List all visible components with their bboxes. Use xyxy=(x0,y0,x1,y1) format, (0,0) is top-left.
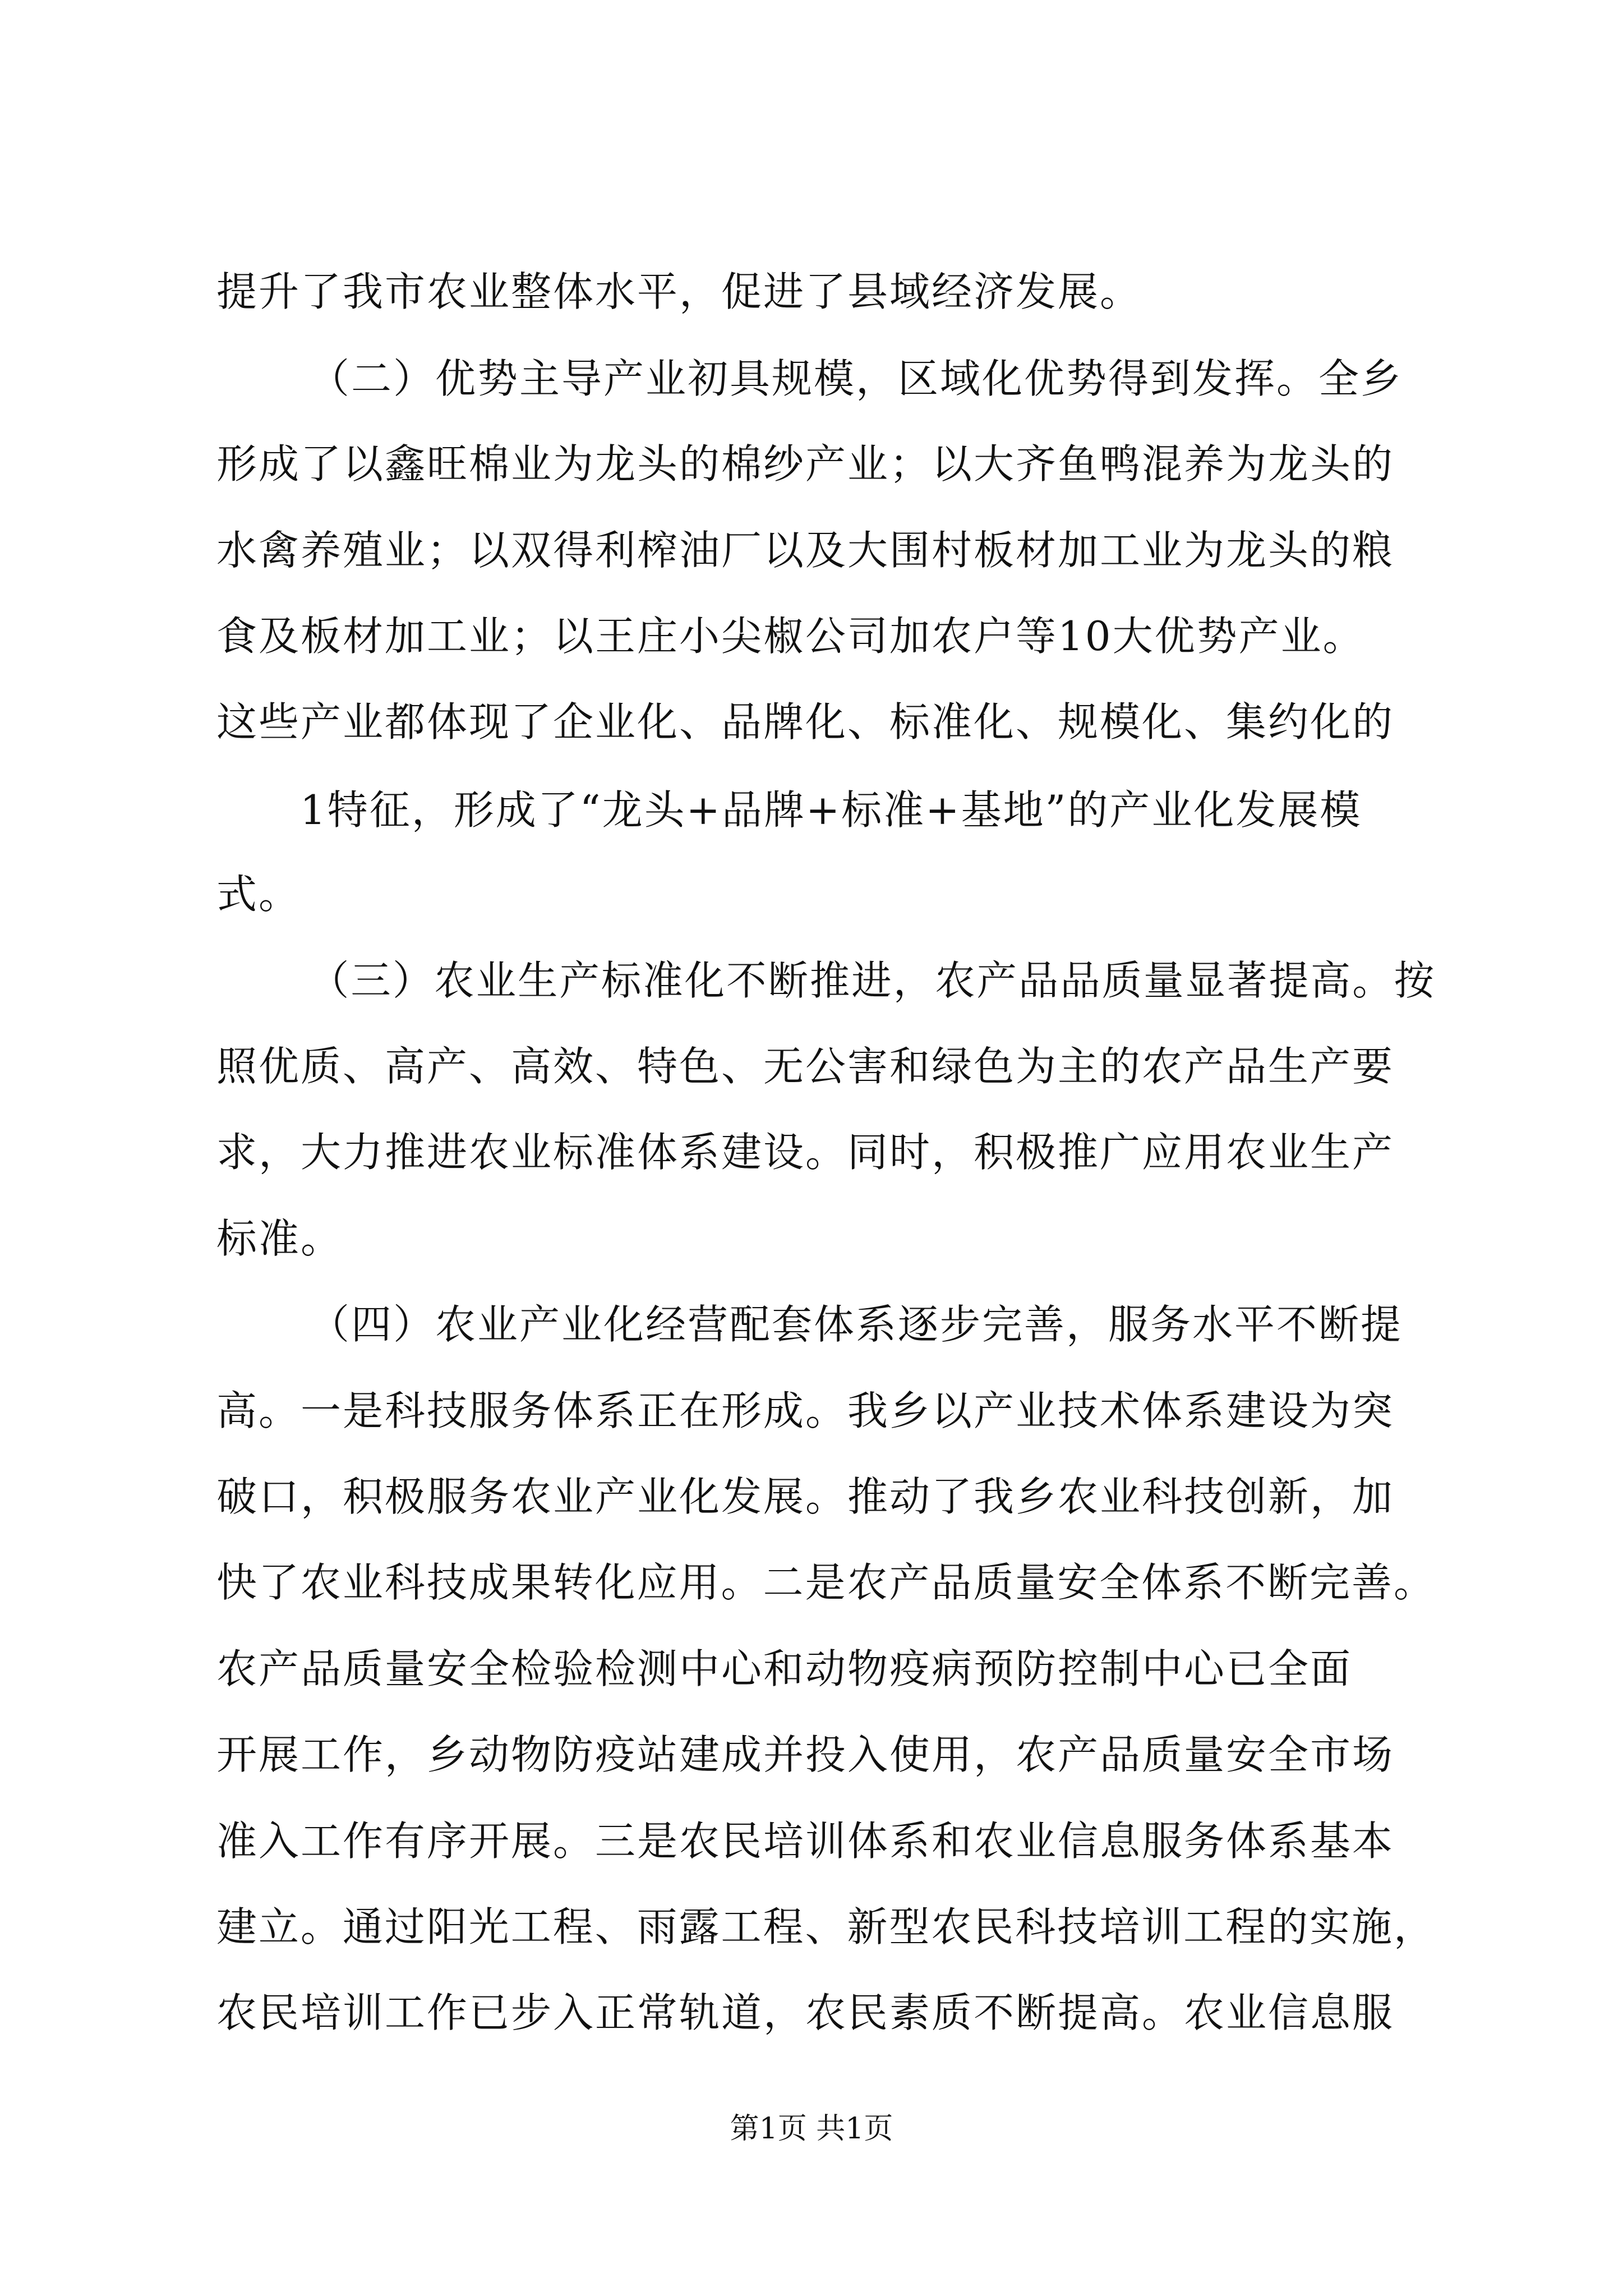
text-line: 1特征，形成了“龙头+品牌+标准+基地”的产业化发展模 xyxy=(300,786,1362,834)
text-line: 开展工作，乡动物防疫站建成并投入使用，农产品质量安全市场 xyxy=(216,1731,1395,1778)
text-line: 标准。 xyxy=(216,1215,343,1262)
paragraph-heading-line: （二）优势主导产业初具规模，区域化优势得到发挥。全乡 xyxy=(309,355,1403,402)
page-footer: 第1页 共1页 xyxy=(730,2112,893,2146)
text-line: 农产品质量安全检验检测中心和动物疫病预防控制中心已全面 xyxy=(216,1645,1353,1692)
text-line: 高。一是科技服务体系正在形成。我乡以产业技术体系建设为突 xyxy=(216,1387,1395,1434)
text-line: 快了农业科技成果转化应用。二是农产品质量安全体系不断完善。 xyxy=(216,1559,1436,1606)
text-line: 准入工作有序开展。三是农民培训体系和农业信息服务体系基本 xyxy=(216,1818,1395,1865)
paragraph-heading-line: （三）农业生产标准化不断推进，农产品品质量显著提高。按 xyxy=(309,957,1436,1004)
text-line: 求，大力推进农业标准体系建设。同时，积极推广应用农业生产 xyxy=(216,1129,1395,1176)
text-line: 破口，积极服务农业产业化发展。推动了我乡农业科技创新，加 xyxy=(216,1473,1395,1520)
text-line: 建立。通过阳光工程、雨露工程、新型农民科技培训工程的实施， xyxy=(216,1903,1436,1950)
text-line: 照优质、高产、高效、特色、无公害和绿色为主的农产品生产要 xyxy=(216,1043,1395,1090)
text-line: 这些产业都体现了企业化、品牌化、标准化、规模化、集约化的 xyxy=(216,698,1395,746)
paragraph-heading-line: （四）农业产业化经营配套体系逐步完善，服务水平不断提 xyxy=(309,1301,1403,1348)
text-line: 提升了我市农业整体水平，促进了县域经济发展。 xyxy=(216,268,1142,315)
text-line: 农民培训工作已步入正常轨道，农民素质不断提高。农业信息服 xyxy=(216,1989,1395,2036)
text-line: 形成了以鑫旺棉业为龙头的棉纱产业；以大齐鱼鸭混养为龙头的 xyxy=(216,440,1395,487)
text-line: 水禽养殖业；以双得利榨油厂以及大围村板材加工业为龙头的粮 xyxy=(216,527,1395,574)
text-line: 式。 xyxy=(216,871,301,918)
text-line: 食及板材加工业；以王庄小尖椒公司加农户等10大优势产业。 xyxy=(216,613,1365,660)
